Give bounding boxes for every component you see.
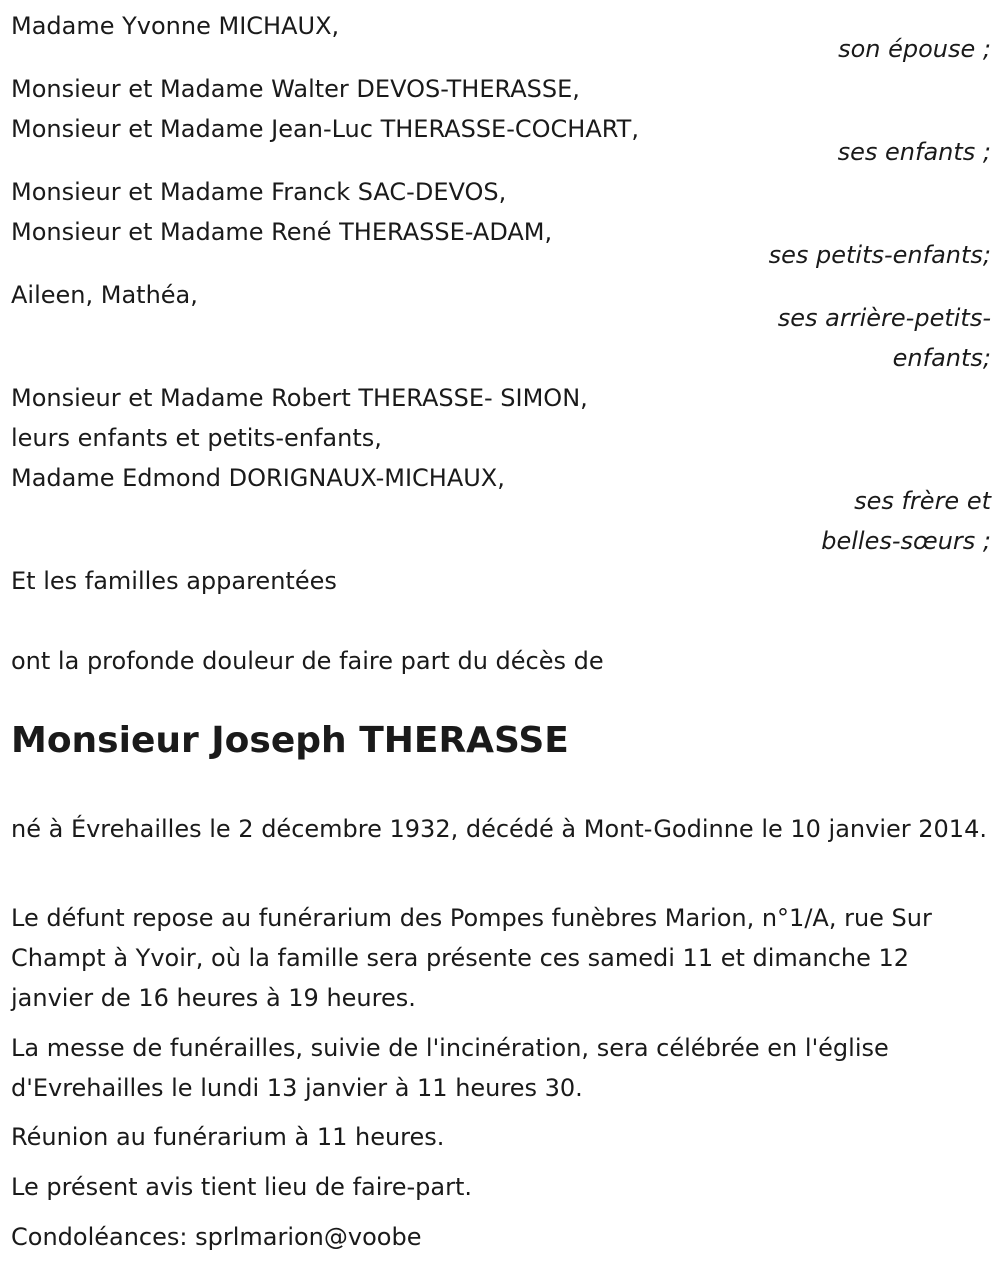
family-relation: ses enfants ; — [837, 138, 991, 166]
family-name-line: Monsieur et Madame Franck SAC-DEVOS, — [11, 178, 507, 206]
family-relation: ses arrière-petits- — [777, 304, 991, 332]
family-relation: ses frère et — [854, 487, 991, 515]
related-families: Et les familles apparentées — [11, 567, 337, 595]
family-relation: enfants; — [892, 344, 991, 372]
reunion-paragraph: Réunion au funérarium à 11 heures. — [11, 1123, 445, 1151]
family-name-line: Monsieur et Madame Jean-Luc THERASSE-COCHART, — [11, 115, 639, 143]
deceased-name: Monsieur Joseph THERASSE — [11, 720, 569, 761]
family-name-line: Monsieur et Madame Walter DEVOS-THERASSE, — [11, 75, 580, 103]
notice-paragraph: Le présent avis tient lieu de faire-part. — [11, 1173, 473, 1201]
family-relation: ses petits-enfants; — [768, 241, 991, 269]
family-relation: belles-sœurs ; — [821, 527, 991, 555]
family-name-line: Monsieur et Madame René THERASSE-ADAM, — [11, 218, 553, 246]
family-name-line: Madame Edmond DORIGNAUX-MICHAUX, — [11, 464, 505, 492]
family-name-line: leurs enfants et petits-enfants, — [11, 424, 382, 452]
family-name-line: Monsieur et Madame Robert THERASSE- SIMON, — [11, 384, 588, 412]
family-name-line: Aileen, Mathéa, — [11, 281, 198, 309]
repose-paragraph: Le défunt repose au funérarium des Pompes funèbres Marion, n°1/A, rue Sur Champt à Yvoir, où la famille sera présente ces samedi 11 et dimanche 12 janvier de 16 heures à 19 heures. — [11, 904, 932, 1012]
family-name-line: Madame Yvonne MICHAUX, — [11, 12, 340, 40]
announcement-text: ont la profonde douleur de faire part du décès de — [11, 647, 604, 675]
family-relation: son épouse ; — [838, 35, 991, 63]
birth-death-paragraph: né à Évrehailles le 2 décembre 1932, décédé à Mont-Godinne le 10 janvier 2014. — [11, 815, 987, 843]
funeral-paragraph: La messe de funérailles, suivie de l'incinération, sera célébrée en l'église d'Evrehailles le lundi 13 janvier à 11 heures 30. — [11, 1034, 889, 1102]
condolences-paragraph: Condoléances: sprlmarion@voobe — [11, 1223, 422, 1251]
